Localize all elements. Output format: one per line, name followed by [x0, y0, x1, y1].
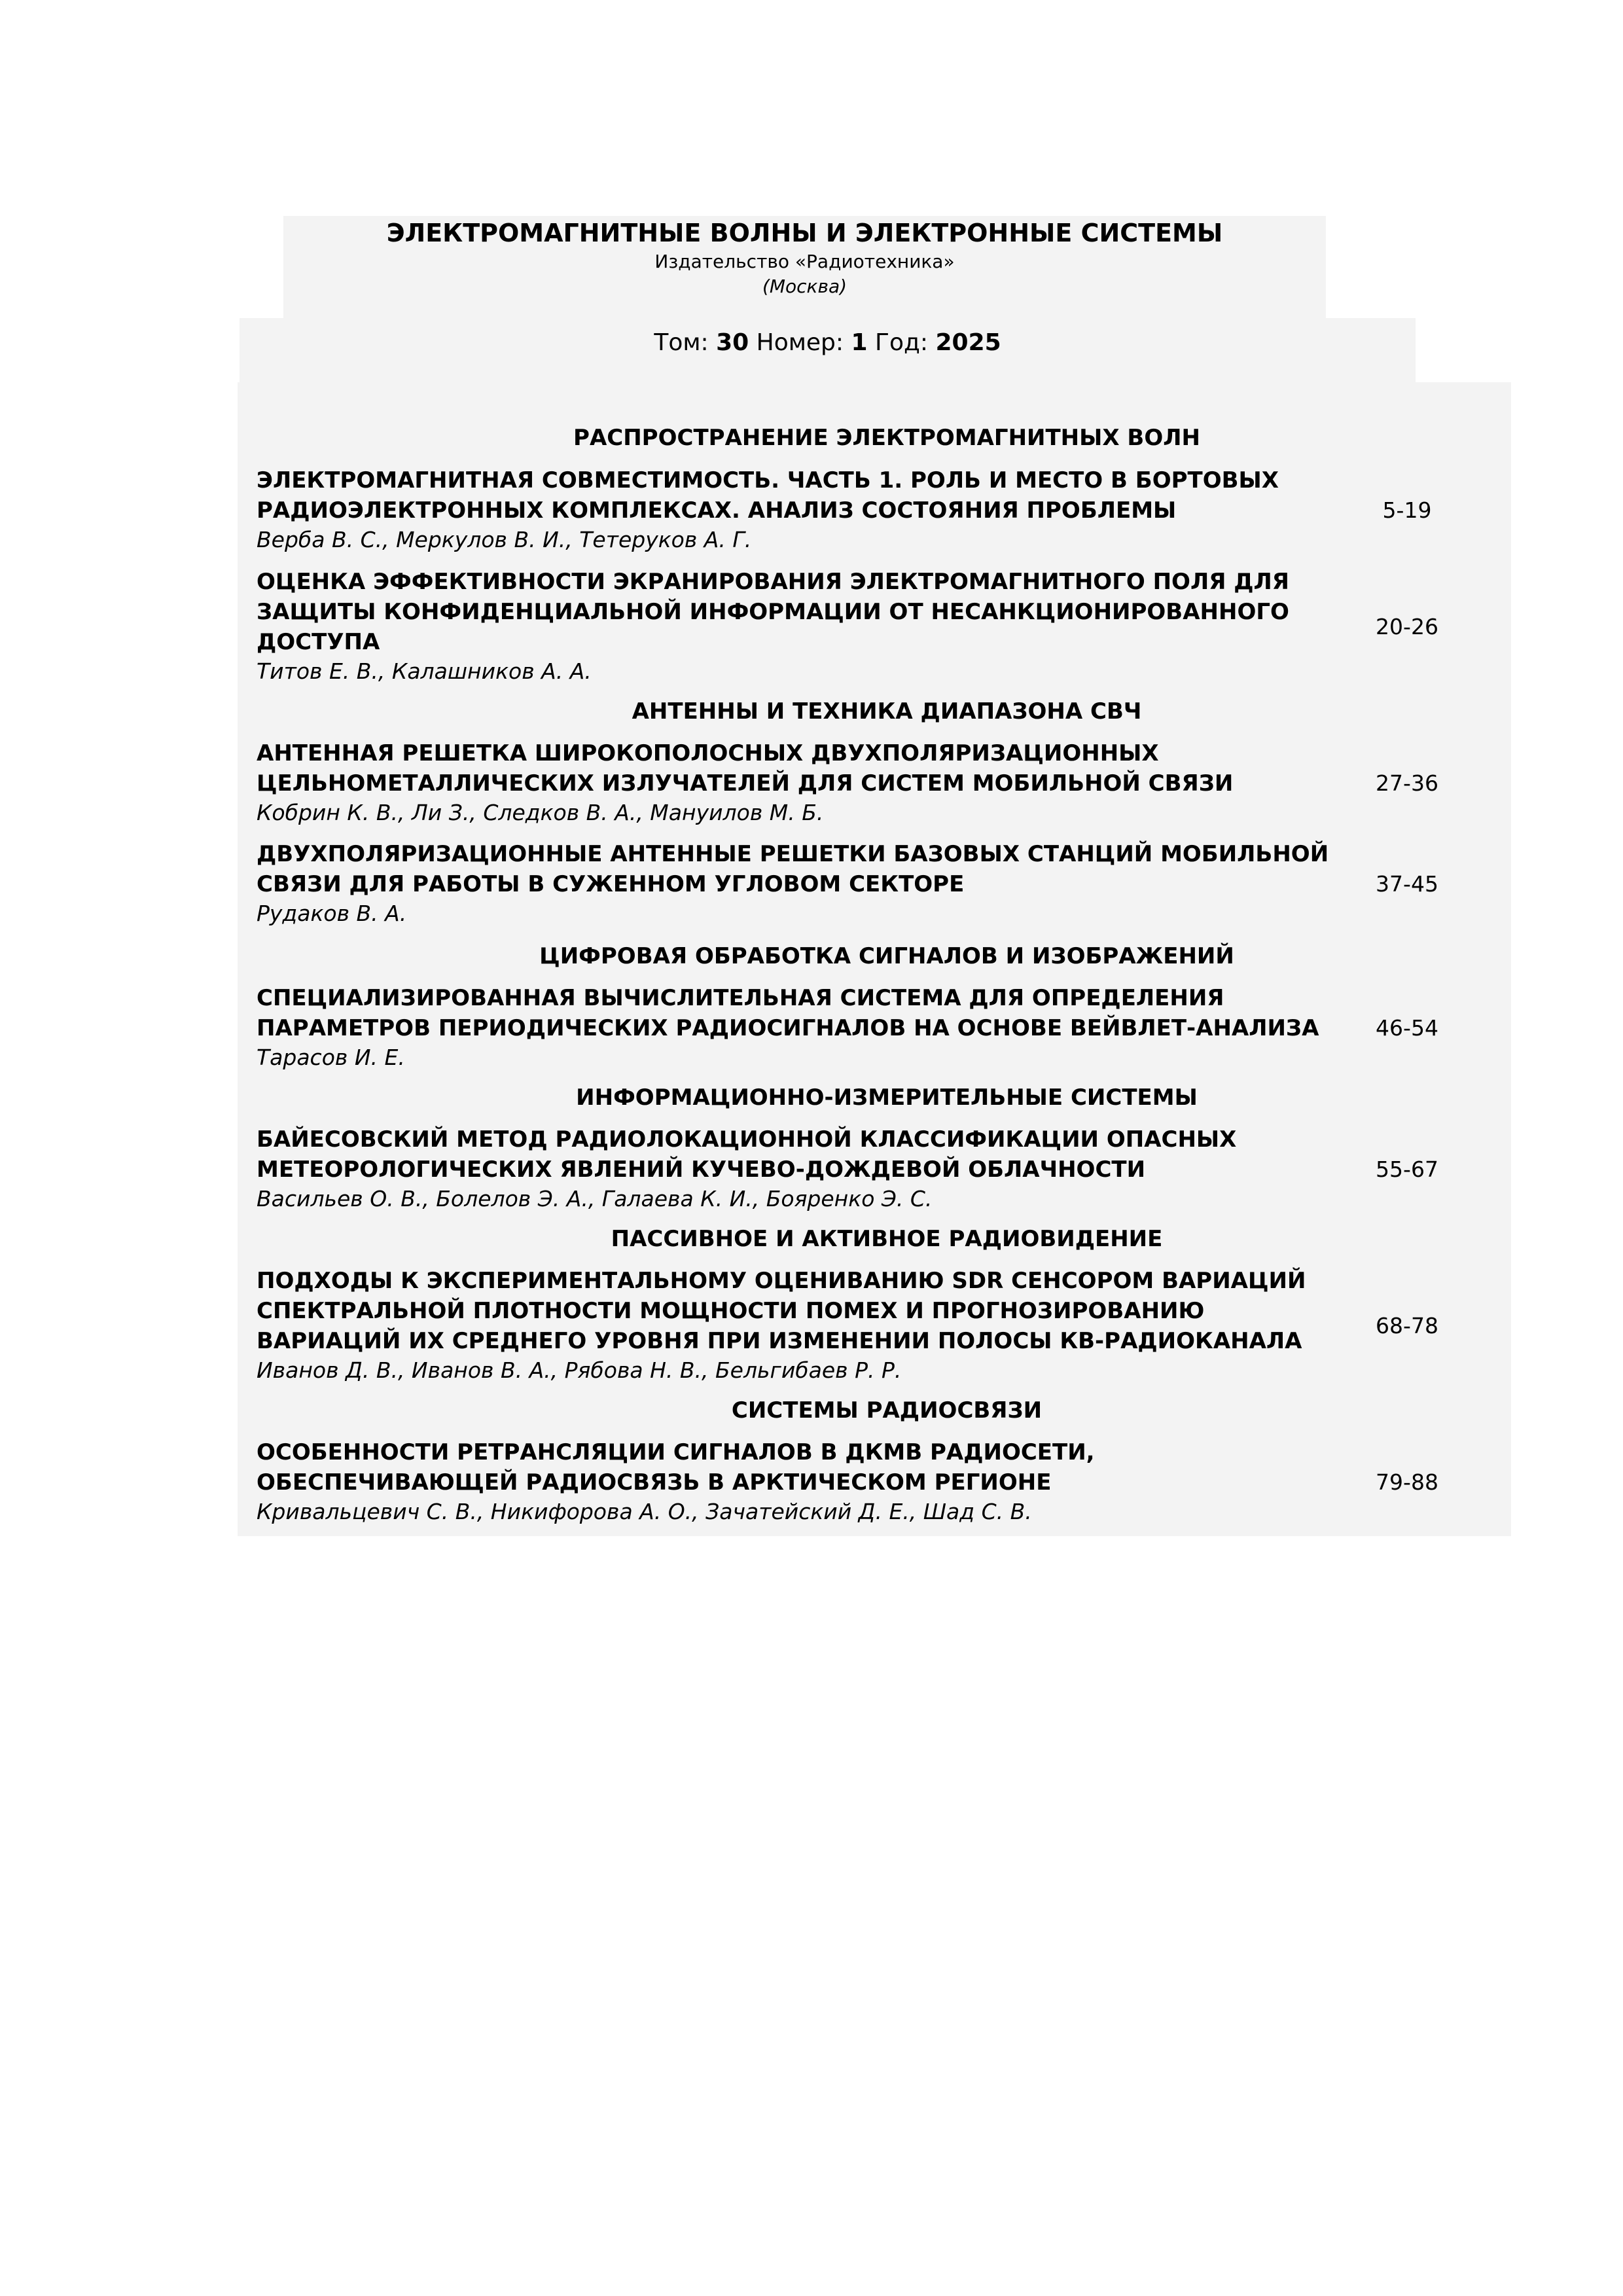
number-value: 1	[851, 329, 868, 356]
publisher: Издательство «Радиотехника»	[654, 251, 955, 272]
article-entry[interactable]	[257, 738, 1343, 827]
article-authors: Кобрин К. В., Ли З., Следков В. А., Мануилов М. Б.	[257, 800, 824, 825]
journal-title: ЭЛЕКТРОМАГНИТНЫЕ ВОЛНЫ И ЭЛЕКТРОННЫЕ СИСТЕМЫ	[386, 219, 1223, 247]
article-title[interactable]: СПЕЦИАЛИЗИРОВАННАЯ ВЫЧИСЛИТЕЛЬНАЯ СИСТЕМА ДЛЯ ОПРЕДЕЛЕНИЯ ПАРАМЕТРОВ ПЕРИОДИЧЕСКИХ РАДИОСИГНАЛОВ НА ОСНОВЕ ВЕЙВЛЕТ-АНАЛИЗА	[257, 985, 1319, 1041]
issue-info	[240, 327, 1416, 359]
article-pages: 27-36	[1376, 770, 1438, 796]
article-authors: Васильев О. В., Болелов Э. А., Галаева К. И., Бояренко Э. С.	[257, 1186, 933, 1211]
article-title[interactable]: ЭЛЕКТРОМАГНИТНАЯ СОВМЕСТИМОСТЬ. ЧАСТЬ 1. РОЛЬ И МЕСТО В БОРТОВЫХ РАДИОЭЛЕКТРОННЫХ КОМПЛЕКСАХ. АНАЛИЗ СОСТОЯНИЯ ПРОБЛЕМЫ	[257, 467, 1279, 524]
section-heading: РАСПРОСТРАНЕНИЕ ЭЛЕКТРОМАГНИТНЫХ ВОЛН	[573, 425, 1200, 451]
year-label: Год:	[875, 329, 929, 356]
article-entry[interactable]	[257, 839, 1343, 928]
article-authors: Иванов Д. В., Иванов В. А., Рябова Н. В., Бельгибаев Р. Р.	[257, 1357, 902, 1383]
article-pages: 79-88	[1376, 1469, 1438, 1495]
section-heading: АНТЕННЫ И ТЕХНИКА ДИАПАЗОНА СВЧ	[632, 698, 1142, 725]
article-title[interactable]: ОЦЕНКА ЭФФЕКТИВНОСТИ ЭКРАНИРОВАНИЯ ЭЛЕКТРОМАГНИТНОГО ПОЛЯ ДЛЯ ЗАЩИТЫ КОНФИДЕНЦИАЛЬНОЙ ИНФОРМАЦИИ ОТ НЕСАНКЦИОНИРОВАННОГО ДОСТУПА	[257, 569, 1289, 655]
article-pages: 46-54	[1376, 1015, 1438, 1041]
year-value: 2025	[935, 329, 1001, 356]
article-pages: 37-45	[1376, 871, 1438, 897]
article-authors: Титов Е. В., Калашников А. А.	[257, 658, 592, 684]
number-label: Номер:	[756, 329, 844, 356]
article-entry[interactable]	[257, 465, 1343, 554]
article-authors: Верба В. С., Меркулов В. И., Тетеруков А. Г.	[257, 527, 752, 552]
section-heading: ИНФОРМАЦИОННО-ИЗМЕРИТЕЛЬНЫЕ СИСТЕМЫ	[576, 1085, 1198, 1111]
article-authors: Рудаков В. А.	[257, 901, 407, 926]
section-heading: ПАССИВНОЕ И АКТИВНОЕ РАДИОВИДЕНИЕ	[611, 1226, 1163, 1252]
article-title[interactable]: АНТЕННАЯ РЕШЕТКА ШИРОКОПОЛОСНЫХ ДВУХПОЛЯРИЗАЦИОННЫХ ЦЕЛЬНОМЕТАЛЛИЧЕСКИХ ИЗЛУЧАТЕЛЕЙ ДЛЯ СИСТЕМ МОБИЛЬНОЙ СВЯЗИ	[257, 740, 1234, 797]
article-title[interactable]: БАЙЕСОВСКИЙ МЕТОД РАДИОЛОКАЦИОННОЙ КЛАССИФИКАЦИИ ОПАСНЫХ МЕТЕОРОЛОГИЧЕСКИХ ЯВЛЕНИЙ КУЧЕВО-ДОЖДЕВОЙ ОБЛАЧНОСТИ	[257, 1126, 1237, 1183]
article-pages: 55-67	[1376, 1157, 1438, 1182]
article-pages: 5-19	[1382, 497, 1432, 523]
article-pages: 68-78	[1376, 1313, 1438, 1338]
section-heading: СИСТЕМЫ РАДИОСВЯЗИ	[731, 1397, 1043, 1424]
article-title[interactable]: ОСОБЕННОСТИ РЕТРАНСЛЯЦИИ СИГНАЛОВ В ДКМВ РАДИОСЕТИ, ОБЕСПЕЧИВАЮЩЕЙ РАДИОСВЯЗЬ В АРКТИЧЕСКОМ РЕГИОНЕ	[257, 1439, 1095, 1496]
volume-label: Том:	[654, 329, 709, 356]
article-entry[interactable]	[257, 567, 1343, 686]
article-authors: Кривальцевич С. В., Никифорова А. О., Зачатейский Д. Е., Шад С. В.	[257, 1499, 1032, 1524]
article-entry[interactable]	[257, 1266, 1343, 1385]
section-heading: ЦИФРОВАЯ ОБРАБОТКА СИГНАЛОВ И ИЗОБРАЖЕНИЙ	[539, 943, 1234, 969]
article-entry[interactable]	[257, 983, 1343, 1072]
article-entry[interactable]	[257, 1124, 1343, 1213]
publisher-city: (Москва)	[762, 276, 847, 297]
article-title[interactable]: ДВУХПОЛЯРИЗАЦИОННЫЕ АНТЕННЫЕ РЕШЕТКИ БАЗОВЫХ СТАНЦИЙ МОБИЛЬНОЙ СВЯЗИ ДЛЯ РАБОТЫ В СУЖЕННОМ УГЛОВОМ СЕКТОРЕ	[257, 841, 1329, 897]
article-title[interactable]: ПОДХОДЫ К ЭКСПЕРИМЕНТАЛЬНОМУ ОЦЕНИВАНИЮ SDR СЕНСОРОМ ВАРИАЦИЙ СПЕКТРАЛЬНОЙ ПЛОТНОСТИ МОЩНОСТИ ПОМЕХ И ПРОГНОЗИРОВАНИЮ ВАРИАЦИЙ ИХ СРЕДНЕГО УРОВНЯ ПРИ ИЗМЕНЕНИИ ПОЛОСЫ КВ-РАДИОКАНАЛА	[257, 1268, 1306, 1354]
volume-value: 30	[716, 329, 749, 356]
article-pages: 20-26	[1376, 614, 1438, 639]
article-entry[interactable]	[257, 1437, 1343, 1526]
article-authors: Тарасов И. Е.	[257, 1045, 405, 1070]
